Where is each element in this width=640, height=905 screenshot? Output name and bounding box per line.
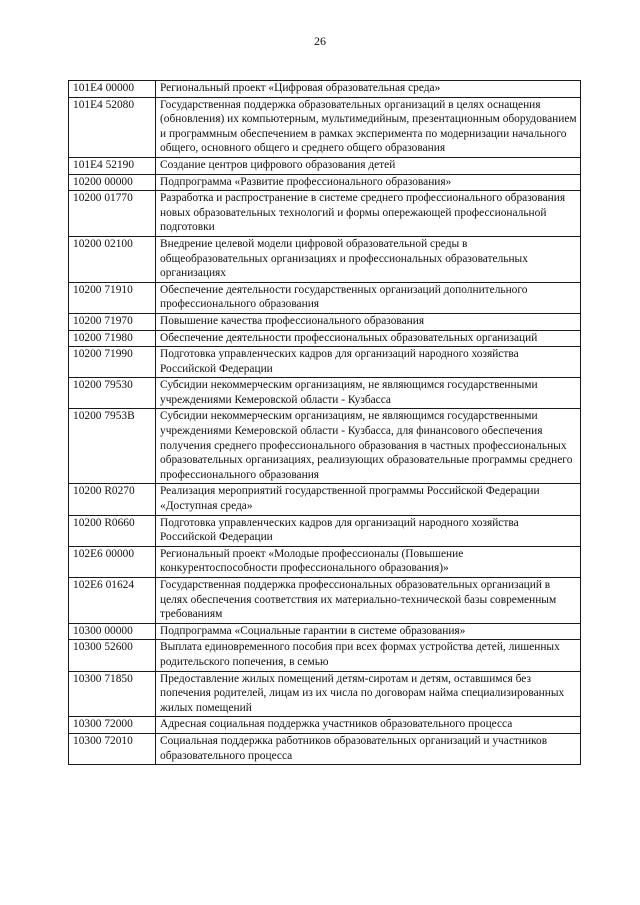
classification-code: 10200 71980 (69, 330, 156, 347)
classification-code: 10200 7953B (69, 409, 156, 484)
classification-code: 101E4 52080 (69, 97, 156, 157)
table-row (69, 578, 581, 624)
expenditure-description: Реализация мероприятий государственной программы Российской Федерации «Доступная среда» (156, 484, 581, 515)
expenditure-description: Повышение качества профессионального образования (156, 313, 581, 330)
expenditure-description: Выплата единовременного пособия при всех формах устройства детей, лишенных родительского попечения, в семью (156, 640, 581, 671)
expenditure-description: Социальная поддержка работников образовательных организаций и участников образовательного процесса (156, 733, 581, 764)
classification-code: 10200 71910 (69, 282, 156, 313)
table-row (69, 236, 581, 282)
expenditure-description: Региональный проект «Цифровая образовательная среда» (156, 81, 581, 98)
classification-code: 10200 00000 (69, 174, 156, 191)
classification-code: 10300 00000 (69, 623, 156, 640)
table-row (69, 174, 581, 191)
table-row (69, 191, 581, 237)
table-row (69, 81, 581, 98)
table-body (69, 81, 581, 765)
expenditure-description: Подготовка управленческих кадров для организаций народного хозяйства Российской Федерации (156, 515, 581, 546)
expenditure-description: Обеспечение деятельности государственных организаций дополнительного профессионального образования (156, 282, 581, 313)
expenditure-description: Подпрограмма «Развитие профессионального образования» (156, 174, 581, 191)
expenditure-description: Разработка и распространение в системе среднего профессионального образования новых образовательных технологий и формы опережающей профессиональной подготовки (156, 191, 581, 237)
classification-code: 10200 01770 (69, 191, 156, 237)
table-row (69, 546, 581, 577)
table-row (69, 347, 581, 378)
table-row (69, 623, 581, 640)
expenditure-description: Государственная поддержка образовательных организаций в целях оснащения (обновления) их компьютерным, мультимедийным, презентационным оборудованием и программным обеспечением в рамках эксперимента по модернизации начального общего, основного общего и среднего общего образования (156, 97, 581, 157)
classification-code: 10200 71990 (69, 347, 156, 378)
classification-code: 10300 72000 (69, 717, 156, 734)
expenditure-description: Субсидии некоммерческим организациям, не являющимся государственными учреждениями Кемеровской области - Кузбасса, для финансового обеспечения получения среднего профессионального образования в частных профессиональных образовательных организациях, реализующих образовательные программы среднего профессионального образования (156, 409, 581, 484)
table-row (69, 671, 581, 717)
classification-code: 10200 71970 (69, 313, 156, 330)
page-number: 26 (314, 34, 326, 48)
expenditure-description: Создание центров цифрового образования детей (156, 157, 581, 174)
expenditure-description: Предоставление жилых помещений детям-сиротам и детям, оставшимся без попечения родителей, лицам из их числа по договорам найма специализированных жилых помещений (156, 671, 581, 717)
table-row (69, 282, 581, 313)
table-row (69, 313, 581, 330)
classification-code: 10200 02100 (69, 236, 156, 282)
expenditure-description: Адресная социальная поддержка участников образовательного процесса (156, 717, 581, 734)
expenditure-description: Государственная поддержка профессиональных образовательных организаций в целях обеспечения соответствия их материально-технической базы современным требованиям (156, 578, 581, 624)
classification-code: 10200 R0270 (69, 484, 156, 515)
table-row (69, 97, 581, 157)
table-row (69, 409, 581, 484)
table-row (69, 717, 581, 734)
classification-code: 10300 72010 (69, 733, 156, 764)
classification-code: 102E6 00000 (69, 546, 156, 577)
table-row (69, 378, 581, 409)
table-row (69, 484, 581, 515)
expenditure-description: Обеспечение деятельности профессиональных образовательных организаций (156, 330, 581, 347)
table-row (69, 330, 581, 347)
table-row (69, 733, 581, 764)
table-row (69, 640, 581, 671)
table-row (69, 515, 581, 546)
expenditure-description: Субсидии некоммерческим организациям, не являющимся государственными учреждениями Кемеровской области - Кузбасса (156, 378, 581, 409)
classification-code: 10200 79530 (69, 378, 156, 409)
budget-code-table (68, 80, 581, 765)
classification-code: 101E4 52190 (69, 157, 156, 174)
expenditure-description: Внедрение целевой модели цифровой образовательной среды в общеобразовательных организациях и профессиональных образовательных организациях (156, 236, 581, 282)
classification-code: 10300 52600 (69, 640, 156, 671)
classification-code: 102E6 01624 (69, 578, 156, 624)
classification-code: 10300 71850 (69, 671, 156, 717)
table-row (69, 157, 581, 174)
classification-code: 10200 R0660 (69, 515, 156, 546)
expenditure-description: Подпрограмма «Социальные гарантии в системе образования» (156, 623, 581, 640)
expenditure-description: Подготовка управленческих кадров для организаций народного хозяйства Российской Федерации (156, 347, 581, 378)
expenditure-description: Региональный проект «Молодые профессионалы (Повышение конкурентоспособности профессионального образования)» (156, 546, 581, 577)
classification-code: 101E4 00000 (69, 81, 156, 98)
